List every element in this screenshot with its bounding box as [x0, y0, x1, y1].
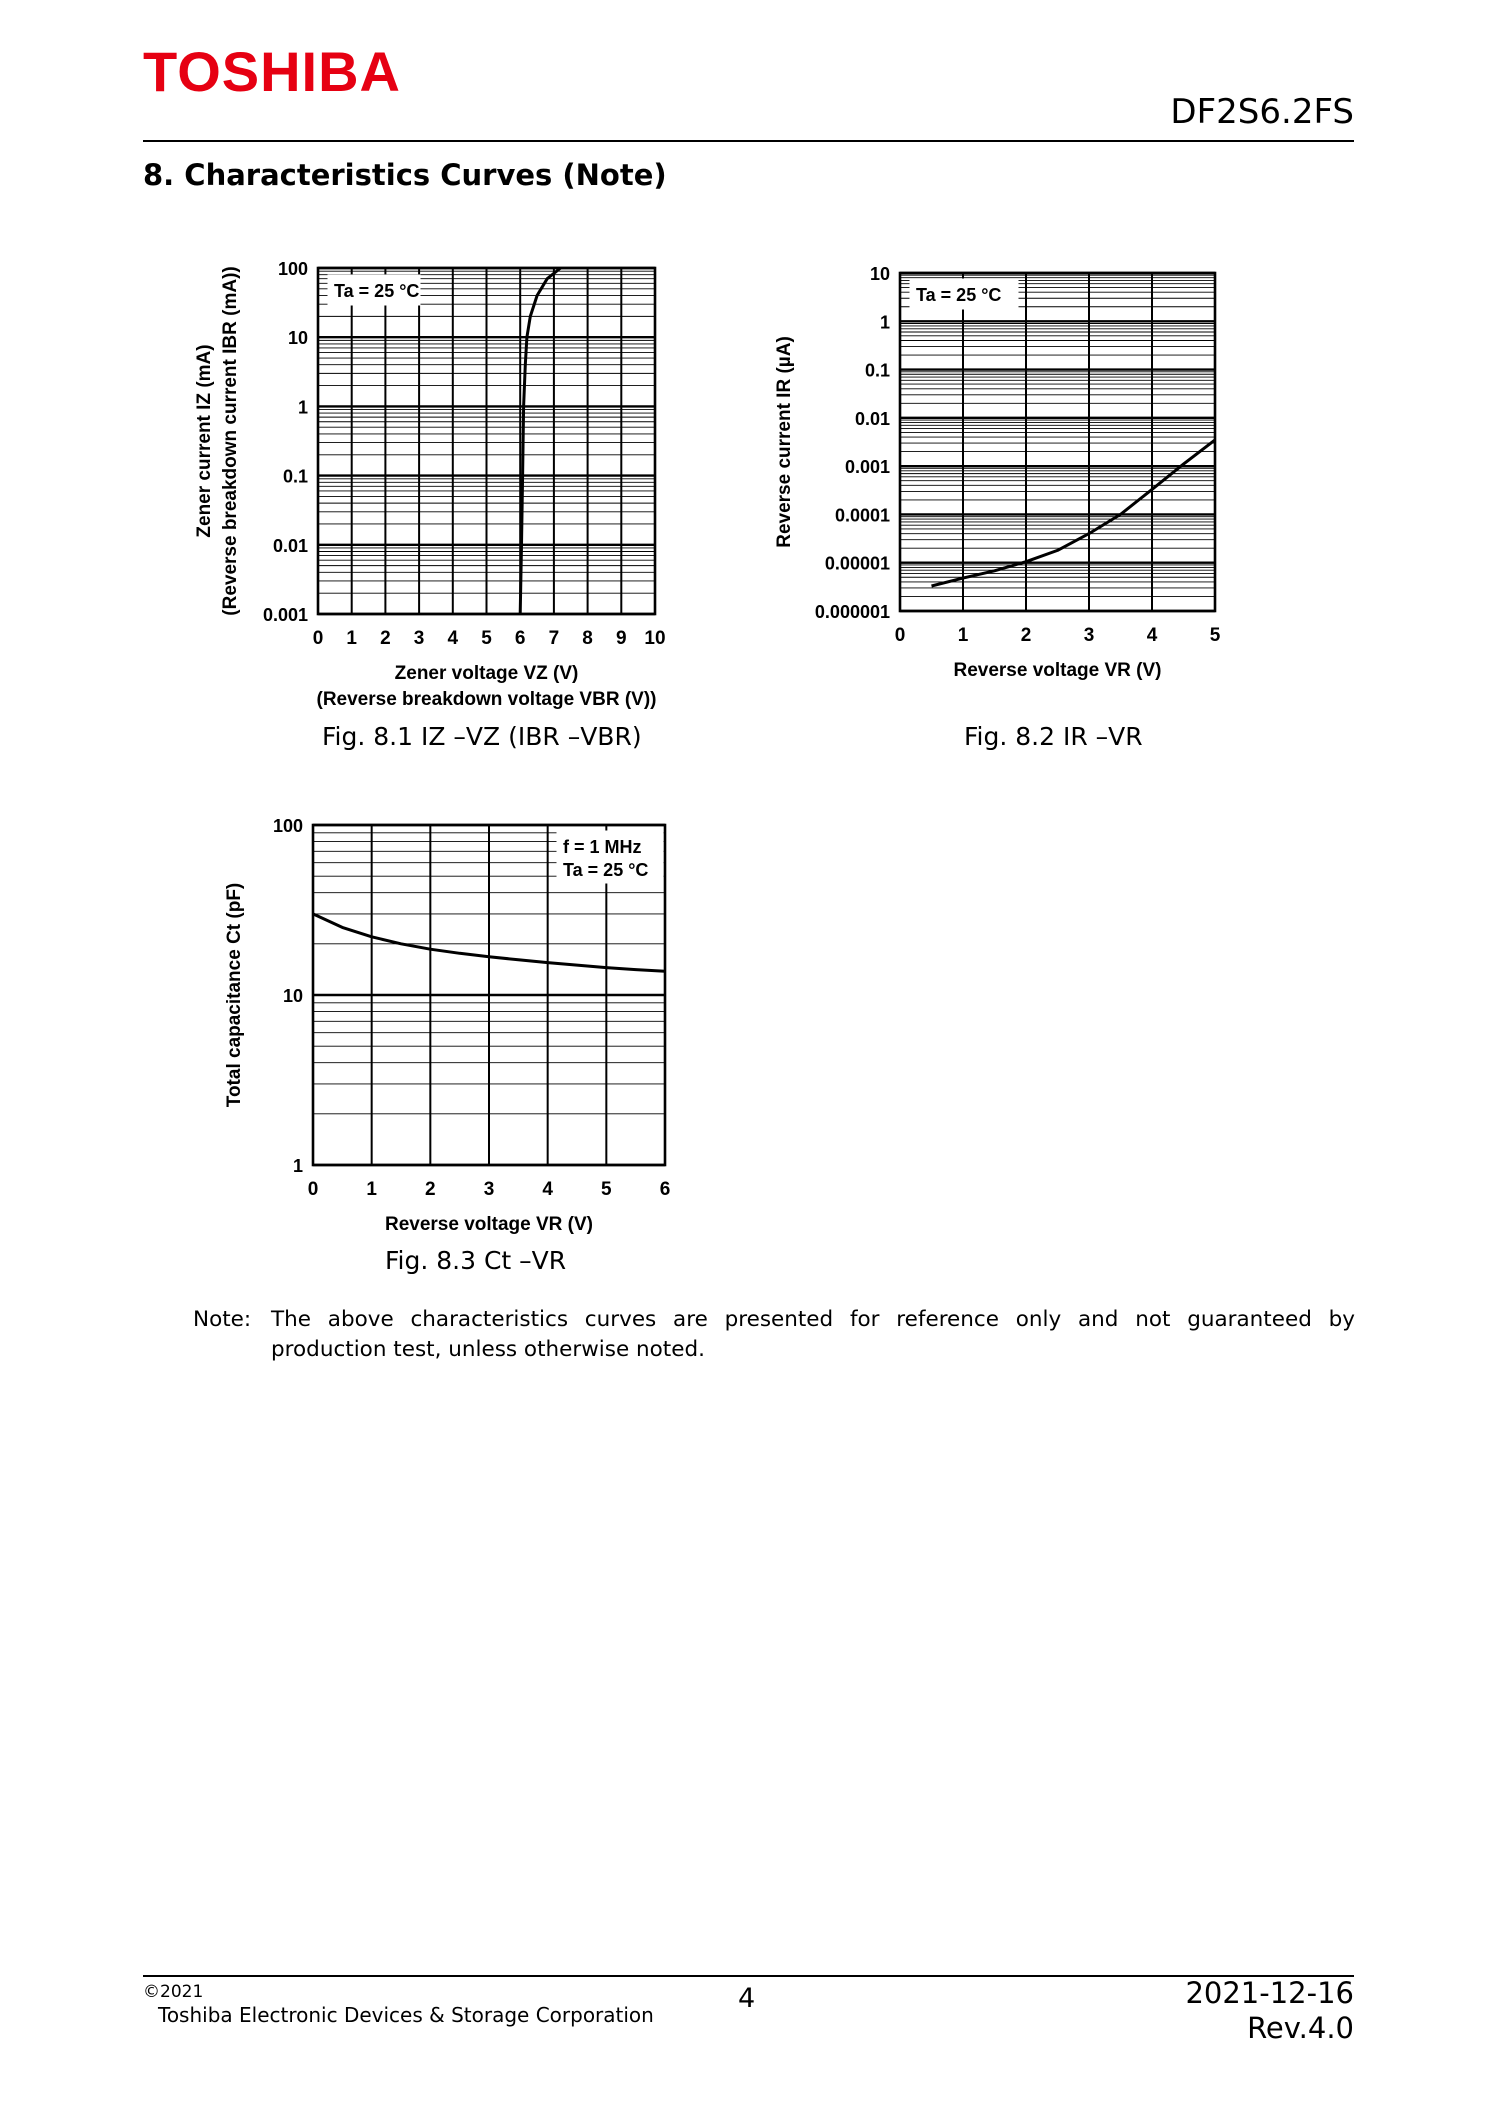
copyright: ©2021: [143, 1982, 204, 2002]
y-tick-label: 100: [272, 816, 303, 836]
part-number: DF2S6.2FS: [1170, 92, 1354, 132]
x-tick-label: 7: [548, 628, 560, 649]
footer-rule: [143, 1975, 1354, 1977]
x-tick-label: 2: [380, 628, 391, 649]
x-tick-label: 10: [644, 628, 666, 649]
x-tick-label: 0: [307, 1179, 319, 1200]
x-tick-label: 9: [616, 628, 627, 649]
annotation-text: Ta = 25 °C: [916, 285, 1002, 305]
chart-fig-8-3: [210, 805, 690, 1235]
annotation-text-2: Ta = 25 °C: [563, 860, 649, 880]
annotation-text: Ta = 25 °C: [334, 281, 420, 301]
y-tick-label: 1: [879, 312, 890, 333]
x-tick-label: 4: [1146, 625, 1158, 646]
toshiba-logo: TOSHIBA: [143, 40, 401, 103]
x-tick-label: 3: [413, 628, 425, 649]
y-axis-label: Zener current IZ (mA): [194, 344, 215, 538]
annotation-text: f = 1 MHz: [563, 837, 642, 857]
caption-fig-8-2: Fig. 8.2 IR –VR: [964, 722, 1143, 751]
document-revision: Rev.4.0: [1247, 2011, 1354, 2045]
x-axis-label-2: (Reverse breakdown voltage VBR (V)): [316, 689, 657, 710]
y-tick-label: 10: [282, 986, 303, 1006]
y-tick-label: 100: [277, 259, 308, 279]
note-text: The above characteristics curves are presented for reference only and not guaranteed by production test, unless otherwise noted.: [271, 1307, 1355, 1362]
x-tick-label: 5: [481, 628, 492, 649]
note-label: Note:: [193, 1307, 252, 1332]
series-line-ir: [932, 440, 1216, 586]
x-tick-label: 1: [957, 625, 969, 646]
y-tick-label: 10: [869, 264, 890, 284]
y-tick-label: 0.01: [854, 408, 890, 429]
y-tick-label: 0.000001: [814, 602, 890, 622]
x-axis-label: Reverse voltage VR (V): [953, 660, 1162, 681]
page-number: 4: [738, 1983, 756, 2014]
x-tick-label: 1: [346, 628, 357, 649]
y-tick-label: 0.1: [864, 360, 890, 381]
y-tick-label: 1: [297, 397, 308, 418]
caption-fig-8-1: Fig. 8.1 IZ –VZ (IBR –VBR): [322, 722, 642, 751]
y-axis-label: Reverse current IR (µA): [774, 336, 795, 548]
y-tick-label: 0.01: [272, 535, 308, 556]
chart-fig-8-1: [180, 245, 700, 725]
x-tick-label: 5: [601, 1179, 612, 1200]
y-tick-label: 0.1: [282, 466, 308, 487]
y-axis-label-2: (Reverse breakdown current IBR (mA)): [220, 266, 241, 616]
company-name: Toshiba Electronic Devices & Storage Corporation: [158, 2003, 654, 2027]
y-tick-label: 0.001: [844, 457, 890, 478]
y-tick-label: 1: [292, 1156, 303, 1176]
x-axis-label: Zener voltage VZ (V): [394, 663, 579, 684]
y-tick-label: 0.00001: [824, 553, 890, 574]
grid: [318, 268, 655, 614]
y-axis-label: Total capacitance Ct (pF): [224, 882, 245, 1108]
y-tick-label: 0.001: [262, 605, 308, 625]
x-tick-label: 4: [542, 1179, 553, 1200]
caption-fig-8-3: Fig. 8.3 Ct –VR: [385, 1246, 567, 1275]
x-tick-label: 3: [483, 1179, 495, 1200]
note: [193, 1305, 1355, 1365]
x-tick-label: 6: [514, 628, 526, 649]
x-tick-label: 1: [366, 1179, 377, 1200]
x-tick-label: 8: [582, 628, 593, 649]
chart-fig-8-2: [760, 245, 1240, 705]
y-tick-label: 0.0001: [834, 505, 890, 526]
x-tick-label: 0: [312, 628, 324, 649]
x-axis-label: Reverse voltage VR (V): [384, 1214, 594, 1235]
x-tick-label: 4: [447, 628, 459, 649]
x-tick-label: 5: [1209, 625, 1221, 646]
document-date: 2021-12-16: [1185, 1976, 1354, 2010]
x-tick-label: 3: [1083, 625, 1095, 646]
y-tick-label: 10: [287, 328, 308, 349]
x-tick-label: 0: [894, 625, 906, 646]
section-title: 8. Characteristics Curves (Note): [143, 158, 667, 192]
header-rule: [143, 140, 1354, 142]
x-tick-label: 2: [1020, 625, 1032, 646]
x-tick-label: 6: [659, 1179, 671, 1200]
x-tick-label: 2: [425, 1179, 436, 1200]
grid: [900, 273, 1215, 611]
